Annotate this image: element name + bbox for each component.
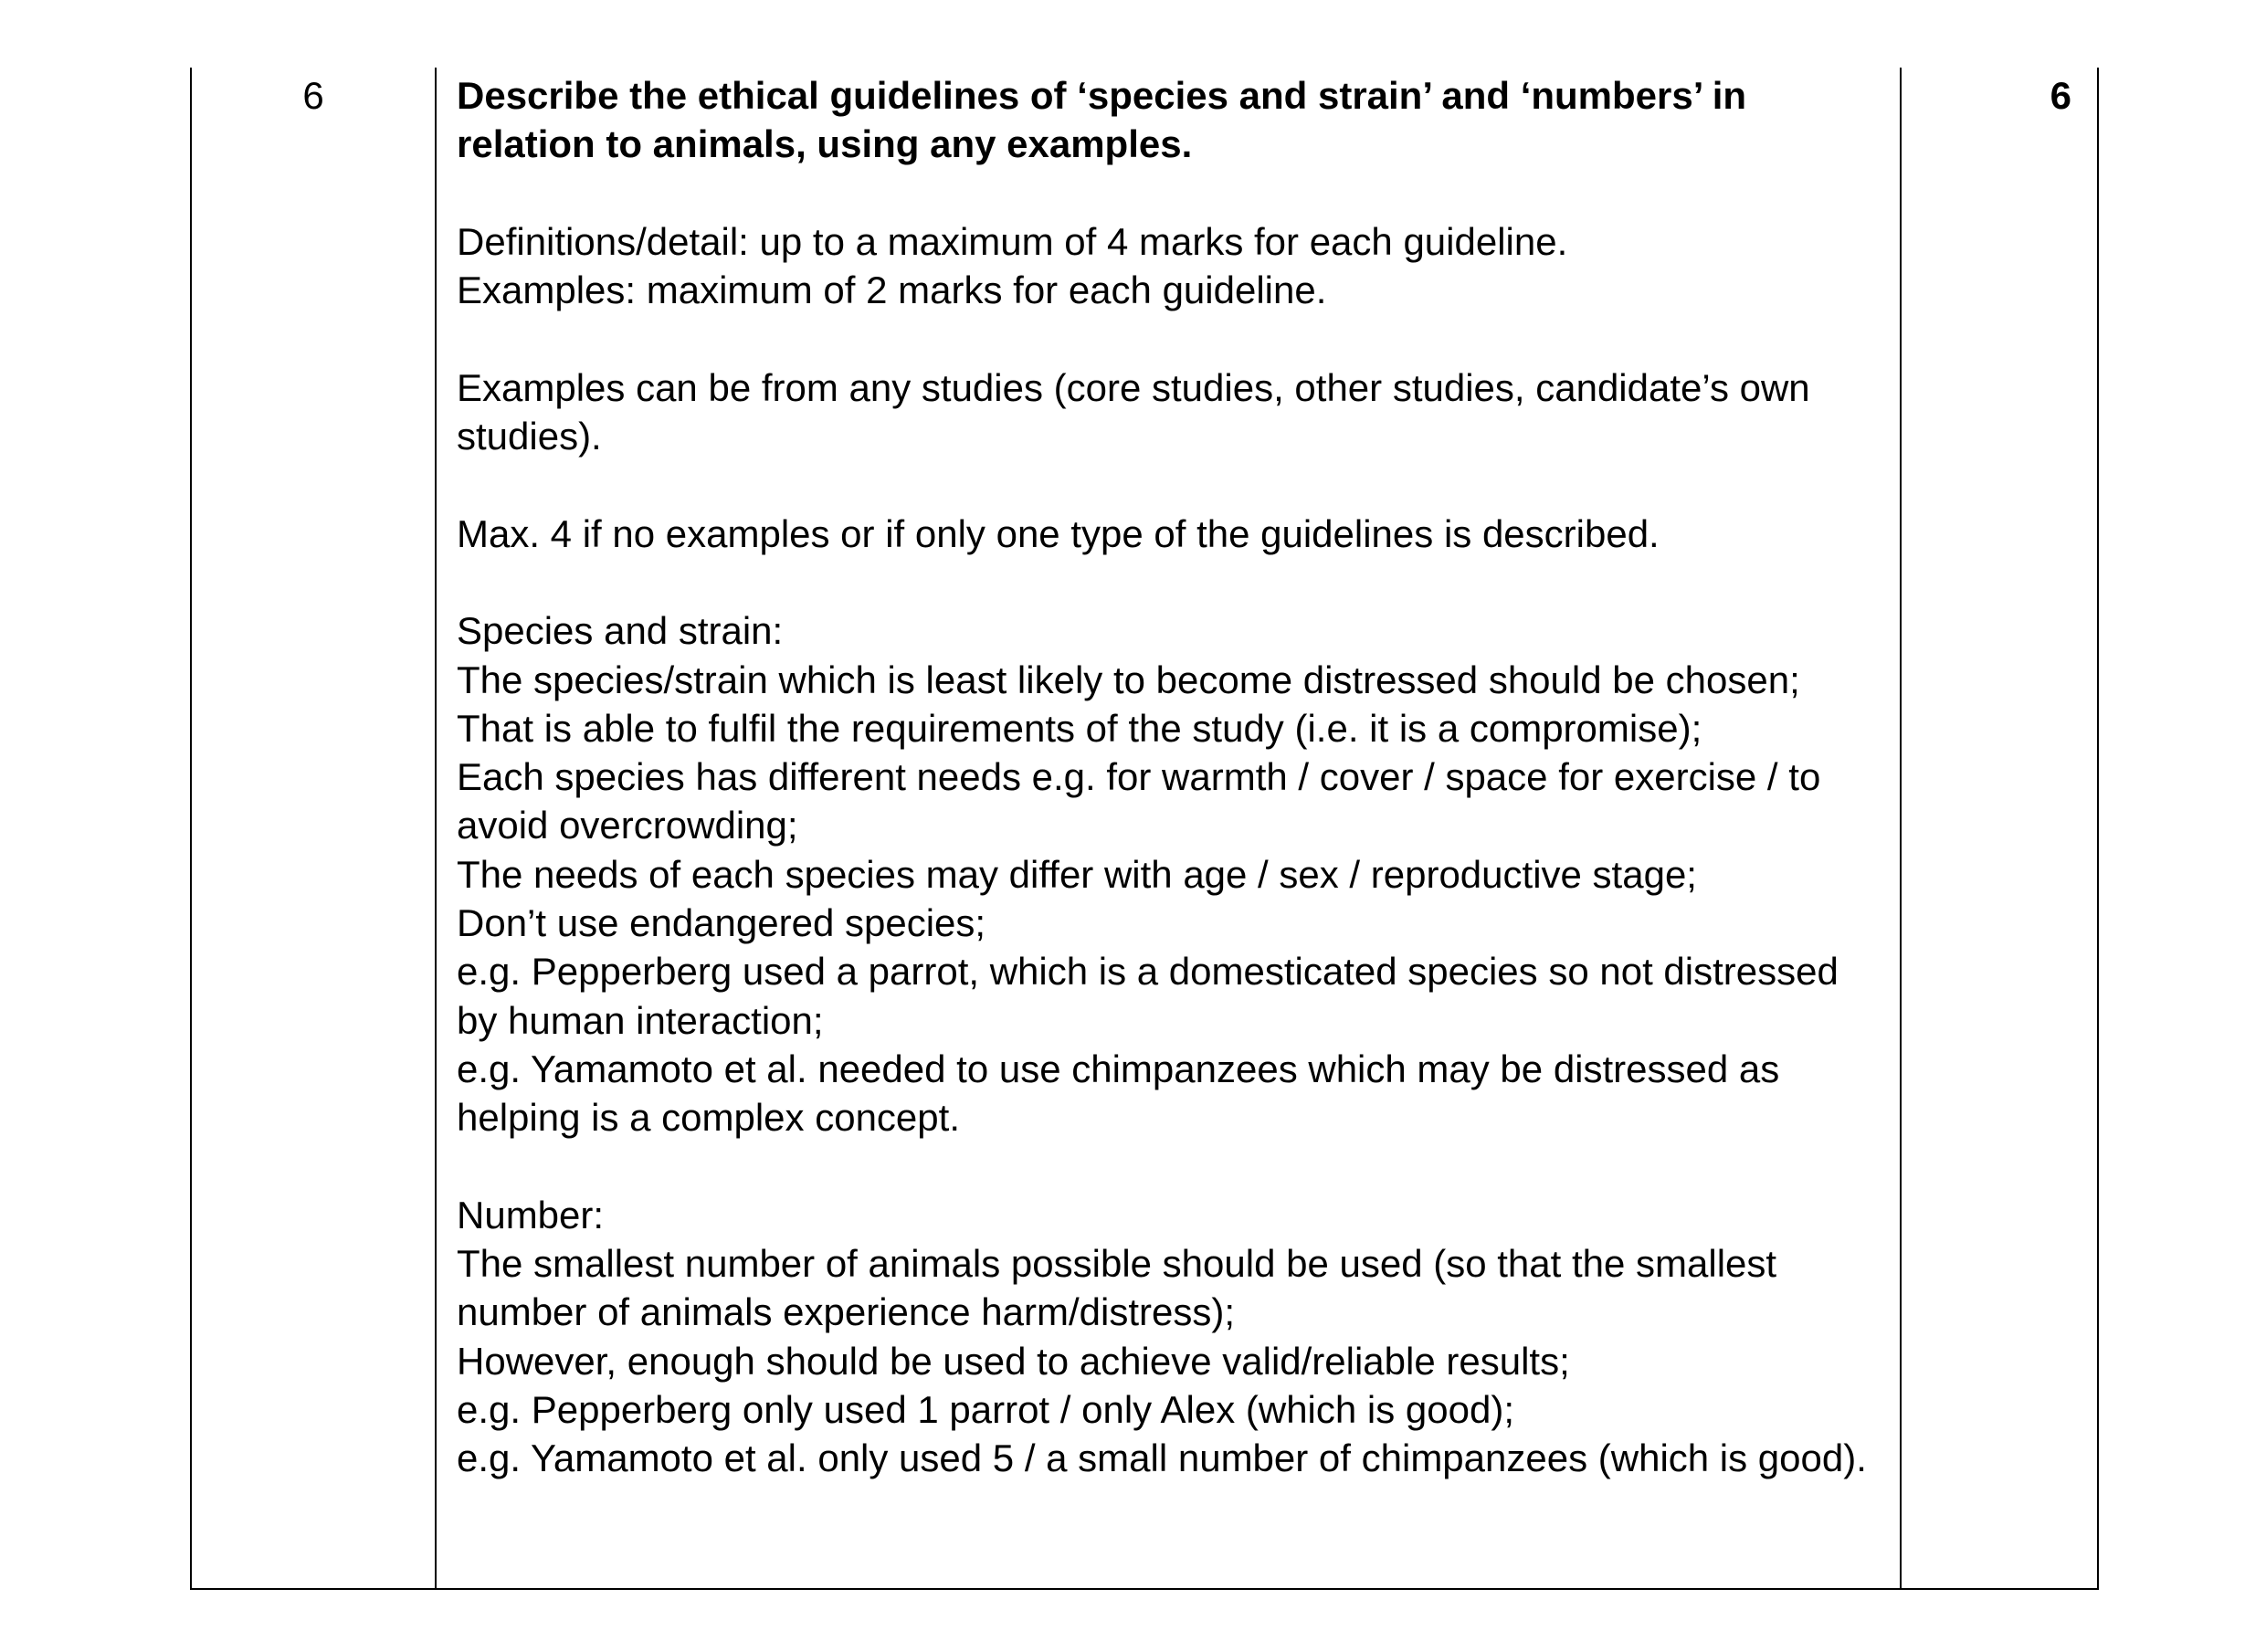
species-point: Each species has different needs e.g. for warmth / cover / space for exercise / to avoid overcrowding; [457, 755, 1821, 847]
species-example: e.g. Pepperberg used a parrot, which is a domesticated species so not distressed by human interaction; [457, 950, 1839, 1042]
guidance-line: Examples: maximum of 2 marks for each guideline. [457, 268, 1327, 312]
number-example: e.g. Pepperberg only used 1 parrot / only Alex (which is good); [457, 1388, 1514, 1432]
number-point: The smallest number of animals possible should be used (so that the smallest number of animals experience harm/distress); [457, 1242, 1777, 1334]
species-heading: Species and strain: [457, 609, 784, 653]
column-divider-question [435, 68, 437, 1588]
species-point: Don’t use endangered species; [457, 901, 986, 945]
mark-scheme-table [190, 68, 2099, 1590]
species-point: That is able to fulfil the requirements of the study (i.e. it is a compromise); [457, 706, 1702, 750]
examples-note: Examples can be from any studies (core studies, other studies, candidate’s own studies). [457, 365, 1810, 458]
guidance-line: Definitions/detail: up to a maximum of 4 marks for each guideline. [457, 219, 1568, 263]
species-point: The needs of each species may differ with age / sex / reproductive stage; [457, 852, 1697, 896]
marks-value: 6 [2050, 74, 2071, 117]
number-point: However, enough should be used to achieve valid/reliable results; [457, 1339, 1570, 1383]
answer-guidance-cell [457, 71, 1881, 1483]
max-marks-note: Max. 4 if no examples or if only one type of the guidelines is described. [457, 511, 1660, 555]
column-divider-marks [1900, 68, 1902, 1588]
number-heading: Number: [457, 1193, 605, 1236]
question-number: 6 [302, 74, 324, 117]
question-text: Describe the ethical guidelines of ‘species and strain’ and ‘numbers’ in relation to animals, using any examples. [457, 74, 1747, 166]
number-example: e.g. Yamamoto et al. only used 5 / a small number of chimpanzees (which is good). [457, 1436, 1867, 1480]
species-example: e.g. Yamamoto et al. needed to use chimpanzees which may be distressed as helping is a complex concept. [457, 1047, 1780, 1140]
species-point: The species/strain which is least likely to become distressed should be chosen; [457, 658, 1800, 701]
